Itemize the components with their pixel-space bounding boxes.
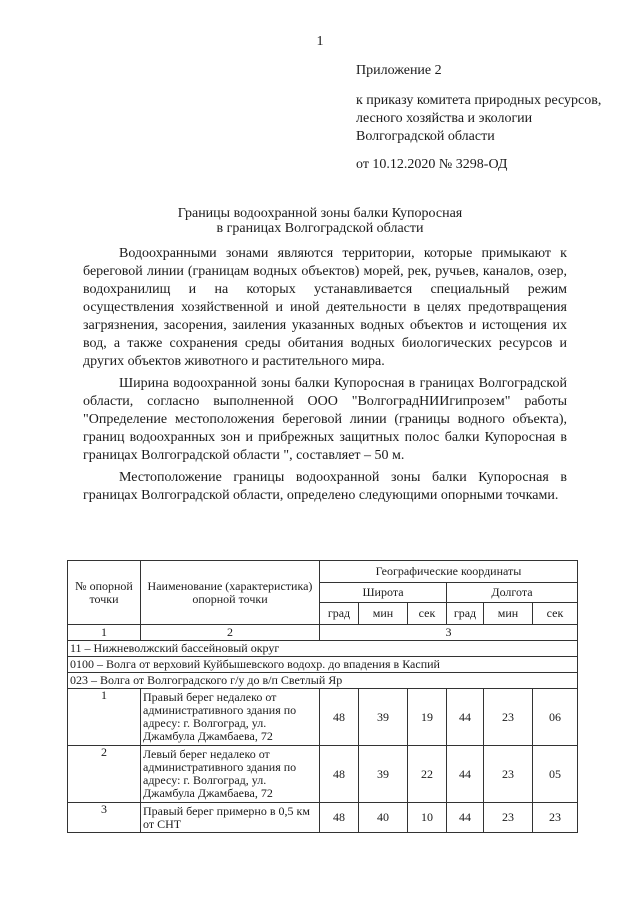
group-row: 023 – Волга от Волгоградского г/у до в/п Светлый Яр <box>68 673 578 689</box>
column-number: 2 <box>141 625 320 641</box>
header-unit: мин <box>359 603 408 625</box>
header-point-number: № опорной точки <box>68 561 141 625</box>
group-row: 11 – Нижневолжский бассейновый округ <box>68 641 578 657</box>
coord-value: 23 <box>484 803 533 833</box>
paragraph-2: Ширина водоохранной зоны балки Купоросная в границах Волгоградской области, согласно выполненной ООО "ВолгоградНИИгипрозем" работы "Определение местоположения береговой линии (границы водного объекта), границ водоохранных зон и прибрежных защитных полос балки Купоросная в границах Волгоградской области ", составляет – 50 м. <box>83 376 567 463</box>
coord-value: 44 <box>447 803 484 833</box>
title-line-2: в границах Волгоградской области <box>216 221 424 236</box>
coord-value: 23 <box>484 746 533 803</box>
header-longitude: Долгота <box>447 583 578 603</box>
paragraph-1: Водоохранными зонами являются территории, которые примыкают к береговой линии (границам водных объектов) морей, рек, ручьев, каналов, озер, водохранилищ и на которых устанавливается специальный режим осуществления хозяйственной и иной деятельности в целях предотвращения загрязнения, засорения, заиления указанных водных объектов и истощения их вод, а также сохранения среды обитания водных биологических ресурсов и других объектов животного и растительного мира. <box>83 246 567 369</box>
point-number: 2 <box>68 746 141 803</box>
coord-value: 23 <box>533 803 578 833</box>
coord-value: 48 <box>320 803 359 833</box>
header-unit: град <box>447 603 484 625</box>
paragraph-3: Местоположение границы водоохранной зоны балки Купоросная в границах Волгоградской области, определено следующими опорными точками. <box>83 470 567 503</box>
coord-value: 19 <box>408 689 447 746</box>
header-unit: мин <box>484 603 533 625</box>
table-row <box>68 746 578 803</box>
group-row: 0100 – Волга от верховий Куйбышевского водохр. до впадения в Каспий <box>68 657 578 673</box>
point-number: 3 <box>68 803 141 833</box>
body-text <box>83 245 567 509</box>
header-unit: сек <box>533 603 578 625</box>
column-number: 1 <box>68 625 141 641</box>
header-unit: град <box>320 603 359 625</box>
coord-value: 10 <box>408 803 447 833</box>
coord-value: 22 <box>408 746 447 803</box>
coord-value: 05 <box>533 746 578 803</box>
coord-value: 44 <box>447 746 484 803</box>
coord-value: 06 <box>533 689 578 746</box>
reference-points-table <box>67 560 578 833</box>
coord-value: 39 <box>359 689 408 746</box>
coord-value: 40 <box>359 803 408 833</box>
table-row <box>68 803 578 833</box>
coord-value: 23 <box>484 689 533 746</box>
point-description: Левый берег недалеко от административного здания по адресу: г. Волгоград, ул. Джамбула Джамбаева, 72 <box>141 746 320 803</box>
document-title <box>0 206 640 236</box>
header-geo-coordinates: Географические координаты <box>320 561 578 583</box>
appendix-date: от 10.12.2020 № 3298-ОД <box>356 157 508 172</box>
column-number: 3 <box>320 625 578 641</box>
header-latitude: Широта <box>320 583 447 603</box>
point-number: 1 <box>68 689 141 746</box>
coord-value: 48 <box>320 689 359 746</box>
header-point-name: Наименование (характеристика) опорной точки <box>141 561 320 625</box>
coord-value: 48 <box>320 746 359 803</box>
appendix-block <box>356 62 606 174</box>
point-description: Правый берег примерно в 0,5 км от СНТ <box>141 803 320 833</box>
title-line-1: Границы водоохранной зоны балки Купоросная <box>177 206 463 221</box>
point-description: Правый берег недалеко от административного здания по адресу: г. Волгоград, ул. Джамбула Джамбаева, 72 <box>141 689 320 746</box>
coord-value: 39 <box>359 746 408 803</box>
appendix-title: Приложение 2 <box>356 63 442 78</box>
header-unit: сек <box>408 603 447 625</box>
page-number: 1 <box>316 34 324 49</box>
table-row <box>68 689 578 746</box>
coord-value: 44 <box>447 689 484 746</box>
appendix-order: к приказу комитета природных ресурсов, лесного хозяйства и экологии Волгоградской области <box>356 93 602 144</box>
